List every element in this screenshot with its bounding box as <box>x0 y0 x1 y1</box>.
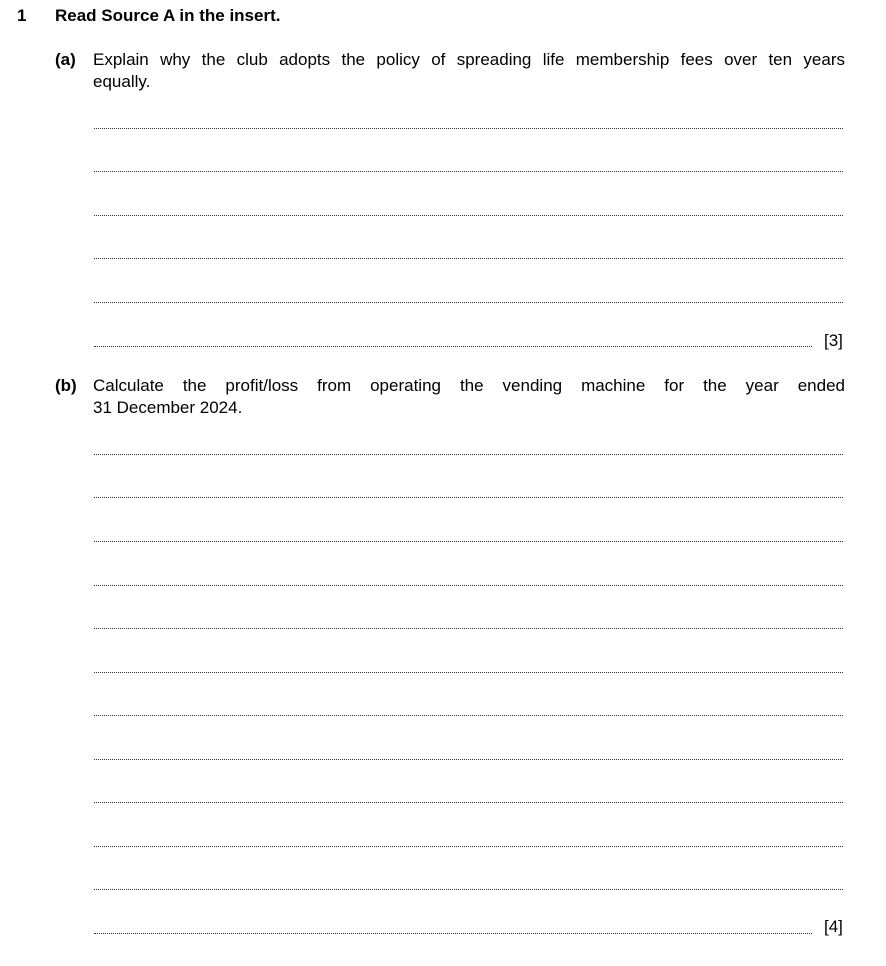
part-b-answer-line[interactable] <box>94 672 843 673</box>
part-b-answer-line[interactable] <box>94 497 843 498</box>
part-b-text-line-1: Calculate the profit/loss from operating the vending machine for the year ended <box>93 376 845 395</box>
part-a-text-line-2: equally. <box>93 72 151 91</box>
part-a-answer-line[interactable] <box>94 171 843 172</box>
part-b-marks: [4] <box>824 917 843 936</box>
part-a-marks: [3] <box>824 331 843 350</box>
part-b-answer-line[interactable] <box>94 846 843 847</box>
question-title: Read Source A in the insert. <box>55 6 281 25</box>
part-a-text-line-1: Explain why the club adopts the policy of spreading life membership fees over ten years <box>93 50 845 69</box>
part-a-answer-line[interactable] <box>94 302 843 303</box>
part-b-answer-line[interactable] <box>94 454 843 455</box>
part-a-label: (a) <box>55 50 76 69</box>
part-b-answer-line[interactable] <box>94 628 843 629</box>
part-a-answer-line[interactable] <box>94 128 843 129</box>
question-number: 1 <box>17 6 27 25</box>
part-a-answer-line[interactable] <box>94 346 812 347</box>
part-b-answer-line[interactable] <box>94 759 843 760</box>
part-b-answer-line[interactable] <box>94 541 843 542</box>
part-b-answer-line[interactable] <box>94 933 812 934</box>
part-b-question-text <box>93 375 845 419</box>
part-b-answer-line[interactable] <box>94 889 843 890</box>
part-b-answer-line[interactable] <box>94 715 843 716</box>
part-b-answer-line[interactable] <box>94 802 843 803</box>
part-a-answer-line[interactable] <box>94 215 843 216</box>
part-a-question-text <box>93 49 845 93</box>
part-a-answer-line[interactable] <box>94 258 843 259</box>
part-b-answer-line[interactable] <box>94 585 843 586</box>
part-b-text-line-2: 31 December 2024. <box>93 398 243 417</box>
part-b-label: (b) <box>55 376 77 395</box>
